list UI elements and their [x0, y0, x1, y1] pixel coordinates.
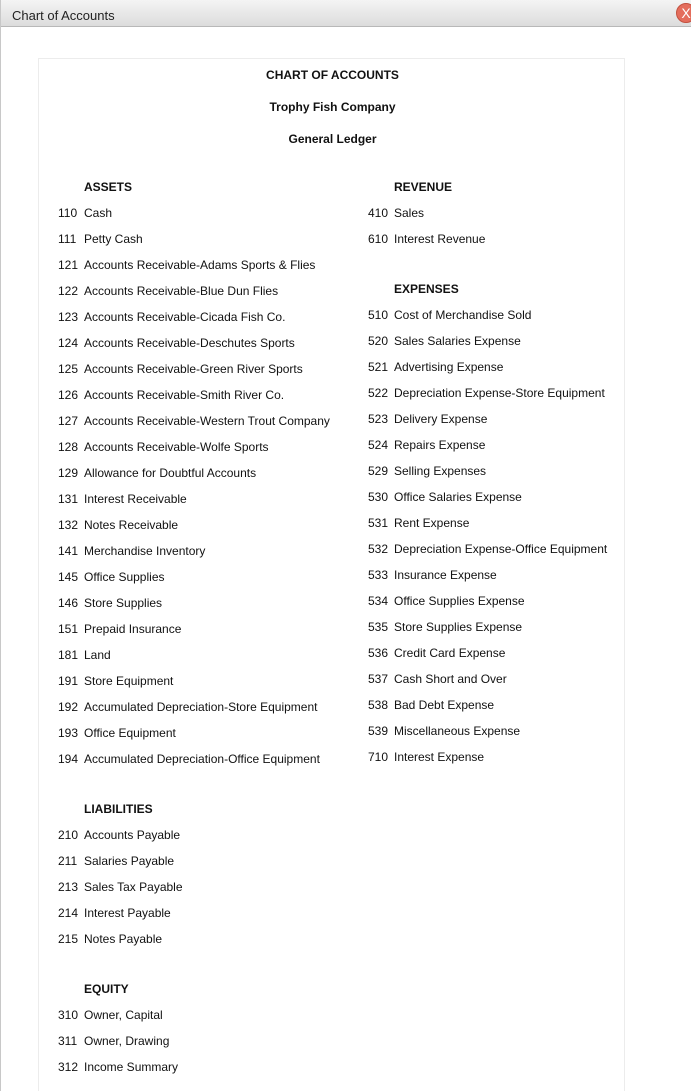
- expenses-account-row: [368, 334, 521, 348]
- account-name: Depreciation Expense-Store Equipment: [394, 386, 605, 400]
- expenses-account-row: [368, 308, 531, 322]
- liabilities-section-title: LIABILITIES: [84, 802, 153, 816]
- account-number: 510: [368, 308, 389, 322]
- expenses-section-title: EXPENSES: [394, 282, 459, 296]
- equity-section-title: EQUITY: [84, 982, 129, 996]
- account-name: Accounts Receivable-Wolfe Sports: [84, 440, 269, 454]
- account-number: 192: [58, 700, 79, 714]
- account-number: 146: [58, 596, 79, 610]
- account-name: Depreciation Expense-Office Equipment: [394, 542, 608, 556]
- account-name: Accounts Receivable-Cicada Fish Co.: [84, 310, 286, 324]
- assets-account-row: [58, 544, 205, 558]
- account-number: 194: [58, 752, 79, 766]
- account-name: Credit Card Expense: [394, 646, 506, 660]
- account-number: 128: [58, 440, 79, 454]
- account-name: Cash: [84, 206, 113, 220]
- account-number: 145: [58, 570, 79, 584]
- account-name: Interest Expense: [394, 750, 485, 764]
- expenses-account-row: [368, 464, 486, 478]
- assets-account-row: [58, 648, 111, 662]
- account-number: 529: [368, 464, 389, 478]
- account-name: Accounts Payable: [84, 828, 181, 842]
- account-number: 210: [58, 828, 79, 842]
- account-number: 535: [368, 620, 389, 634]
- expenses-account-row: [368, 438, 485, 452]
- assets-account-row: [58, 518, 178, 532]
- account-name: Insurance Expense: [394, 568, 497, 582]
- account-name: Accounts Receivable-Green River Sports: [84, 362, 303, 376]
- account-name: Land: [84, 648, 111, 662]
- account-number: 310: [58, 1008, 79, 1022]
- account-name: Store Supplies: [84, 596, 163, 610]
- assets-account-row: [58, 414, 330, 428]
- liabilities-account-row: [58, 854, 174, 868]
- assets-account-row: [58, 726, 176, 740]
- expenses-account-row: [368, 360, 503, 374]
- account-number: 534: [368, 594, 389, 608]
- expenses-account-row: [368, 672, 507, 686]
- equity-account-row: [58, 1034, 169, 1048]
- account-name: Cash Short and Over: [394, 672, 507, 686]
- liabilities-account-row: [58, 906, 171, 920]
- account-name: Office Salaries Expense: [394, 490, 522, 504]
- account-number: 125: [58, 362, 79, 376]
- account-name: Office Supplies Expense: [394, 594, 525, 608]
- account-name: Owner, Capital: [84, 1008, 163, 1022]
- account-name: Advertising Expense: [394, 360, 504, 374]
- account-number: 530: [368, 490, 389, 504]
- account-name: Accumulated Depreciation-Office Equipment: [84, 752, 320, 766]
- assets-account-row: [58, 492, 187, 506]
- company-name: Trophy Fish Company: [269, 100, 396, 114]
- assets-account-row: [58, 284, 278, 298]
- account-number: 111: [58, 232, 77, 246]
- close-button[interactable]: X: [676, 3, 691, 23]
- assets-account-row: [58, 700, 317, 714]
- expenses-account-row: [368, 620, 522, 634]
- expenses-account-row: [368, 594, 525, 608]
- account-number: 410: [368, 206, 389, 220]
- account-name: Delivery Expense: [394, 412, 488, 426]
- account-number: 537: [368, 672, 389, 686]
- account-number: 311: [58, 1034, 78, 1048]
- equity-account-row: [58, 1008, 163, 1022]
- assets-account-row: [58, 596, 162, 610]
- chart-heading: CHART OF ACCOUNTS: [266, 68, 399, 82]
- assets-account-row: [58, 258, 315, 272]
- account-name: Income Summary: [84, 1060, 179, 1074]
- assets-account-row: [58, 622, 181, 636]
- account-name: Owner, Drawing: [84, 1034, 170, 1048]
- account-name: Prepaid Insurance: [84, 622, 182, 636]
- liabilities-account-row: [58, 880, 183, 894]
- expenses-account-row: [368, 412, 487, 426]
- account-name: Store Supplies Expense: [394, 620, 523, 634]
- account-name: Bad Debt Expense: [394, 698, 495, 712]
- account-number: 524: [368, 438, 389, 452]
- account-number: 123: [58, 310, 79, 324]
- ledger-title: General Ledger: [288, 132, 377, 146]
- revenue-section-title: REVENUE: [394, 180, 453, 194]
- account-name: Selling Expenses: [394, 464, 487, 478]
- account-name: Interest Revenue: [394, 232, 486, 246]
- account-name: Salaries Payable: [84, 854, 175, 868]
- account-number: 181: [58, 648, 79, 662]
- account-name: Interest Receivable: [84, 492, 187, 506]
- expenses-account-row: [368, 750, 484, 764]
- account-number: 127: [58, 414, 79, 428]
- assets-account-row: [58, 336, 295, 350]
- expenses-account-row: [368, 490, 522, 504]
- account-number: 122: [58, 284, 79, 298]
- revenue-account-row: [368, 232, 485, 246]
- account-number: 533: [368, 568, 389, 582]
- account-name: Store Equipment: [84, 674, 174, 688]
- account-number: 141: [58, 544, 79, 558]
- account-number: 126: [58, 388, 79, 402]
- account-number: 610: [368, 232, 389, 246]
- expenses-account-row: [368, 568, 497, 582]
- account-number: 520: [368, 334, 389, 348]
- expenses-account-row: [368, 646, 505, 660]
- account-name: Allowance for Doubtful Accounts: [84, 466, 257, 480]
- account-name: Cost of Merchandise Sold: [394, 308, 532, 322]
- equity-account-row: [58, 1060, 178, 1074]
- account-number: 710: [368, 750, 389, 764]
- account-number: 131: [58, 492, 79, 506]
- chart-panel: [38, 58, 625, 1091]
- account-name: Office Supplies: [84, 570, 165, 584]
- account-number: 539: [368, 724, 389, 738]
- account-number: 532: [368, 542, 389, 556]
- account-number: 211: [58, 854, 78, 868]
- account-number: 538: [368, 698, 389, 712]
- expenses-account-row: [368, 724, 520, 738]
- account-number: 191: [58, 674, 79, 688]
- account-number: 531: [368, 516, 389, 530]
- expenses-account-row: [368, 386, 605, 400]
- account-number: 214: [58, 906, 79, 920]
- account-number: 312: [58, 1060, 79, 1074]
- account-name: Accounts Receivable-Deschutes Sports: [84, 336, 295, 350]
- account-name: Notes Payable: [84, 932, 163, 946]
- expenses-account-row: [368, 516, 469, 530]
- account-number: 129: [58, 466, 79, 480]
- account-name: Miscellaneous Expense: [394, 724, 521, 738]
- assets-account-row: [58, 674, 173, 688]
- assets-account-row: [58, 570, 165, 584]
- account-name: Accounts Receivable-Smith River Co.: [84, 388, 285, 402]
- assets-account-row: [58, 310, 285, 324]
- account-number: 193: [58, 726, 79, 740]
- assets-account-row: [58, 466, 256, 480]
- assets-account-row: [58, 440, 269, 454]
- account-name: Office Equipment: [84, 726, 176, 740]
- account-name: Petty Cash: [84, 232, 143, 246]
- account-name: Accounts Receivable-Adams Sports & Flies: [84, 258, 316, 272]
- expenses-account-row: [368, 698, 494, 712]
- account-name: Accounts Receivable-Blue Dun Flies: [84, 284, 279, 298]
- assets-section-title: ASSETS: [84, 180, 133, 194]
- assets-account-row: [58, 206, 112, 220]
- expenses-account-row: [368, 542, 607, 556]
- account-name: Merchandise Inventory: [84, 544, 206, 558]
- assets-account-row: [58, 362, 303, 376]
- account-number: 121: [58, 258, 79, 272]
- window-title: Chart of Accounts: [12, 8, 115, 23]
- account-number: 151: [58, 622, 79, 636]
- account-name: Sales Salaries Expense: [394, 334, 521, 348]
- assets-account-row: [58, 232, 143, 246]
- liabilities-account-row: [58, 932, 162, 946]
- account-name: Sales: [394, 206, 425, 220]
- assets-account-row: [58, 388, 284, 402]
- account-number: 523: [368, 412, 389, 426]
- account-number: 132: [58, 518, 79, 532]
- liabilities-account-row: [58, 828, 180, 842]
- account-name: Notes Receivable: [84, 518, 179, 532]
- account-name: Interest Payable: [84, 906, 171, 920]
- account-name: Accumulated Depreciation-Store Equipment: [84, 700, 318, 714]
- account-number: 213: [58, 880, 79, 894]
- account-number: 110: [58, 206, 78, 220]
- account-name: Accounts Receivable-Western Trout Company: [84, 414, 330, 428]
- account-number: 536: [368, 646, 389, 660]
- account-number: 124: [58, 336, 79, 350]
- account-name: Repairs Expense: [394, 438, 486, 452]
- account-number: 521: [368, 360, 389, 374]
- assets-account-row: [58, 752, 320, 766]
- account-name: Sales Tax Payable: [84, 880, 183, 894]
- account-number: 522: [368, 386, 389, 400]
- revenue-account-row: [368, 206, 424, 220]
- title-bar[interactable]: [1, 0, 691, 27]
- account-name: Rent Expense: [394, 516, 470, 530]
- account-number: 215: [58, 932, 79, 946]
